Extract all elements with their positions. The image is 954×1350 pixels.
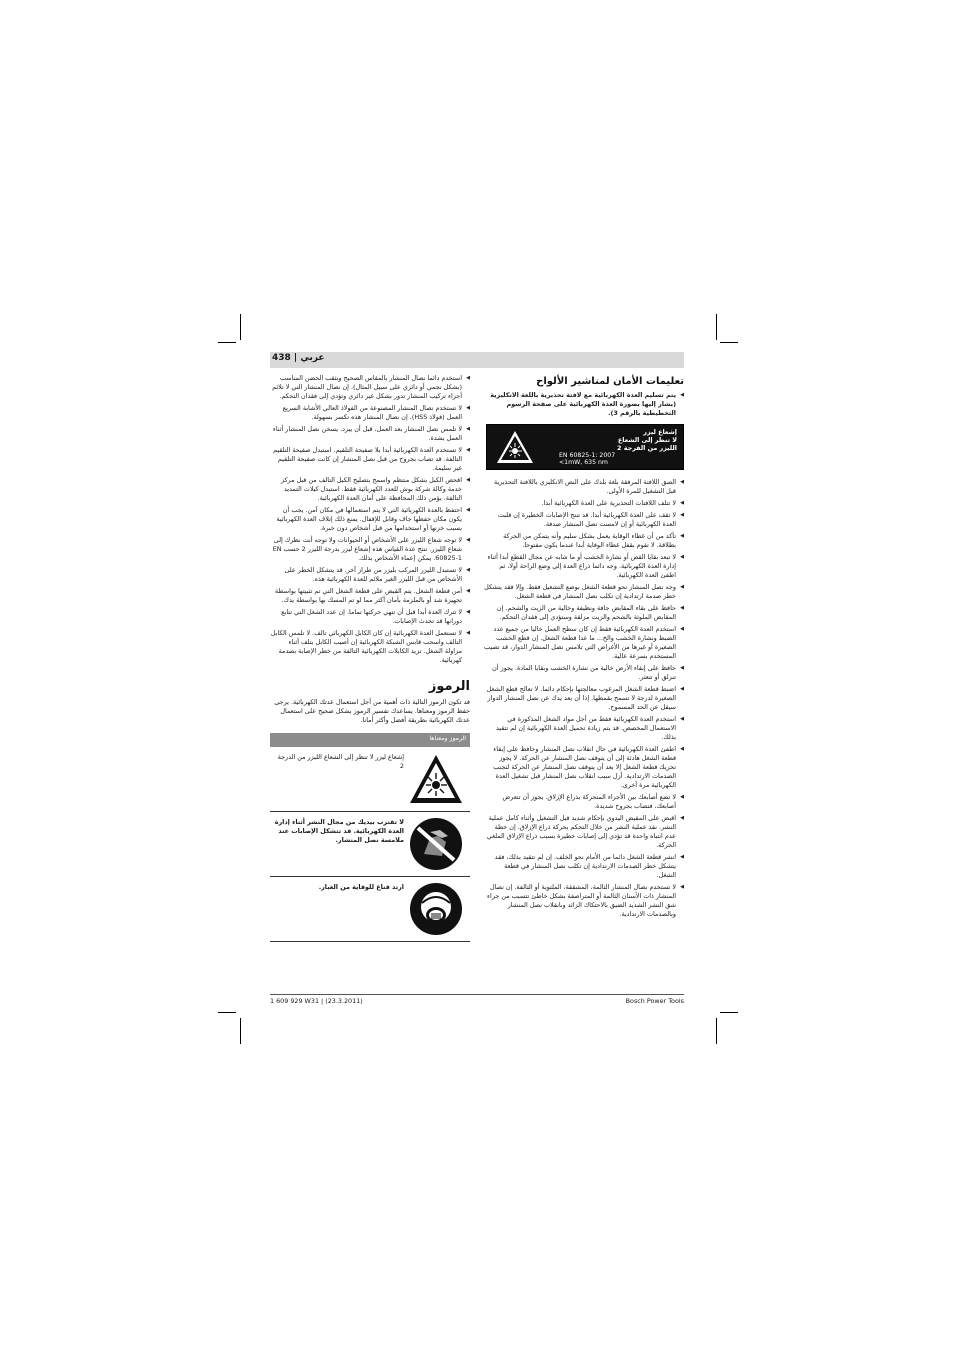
brand-footer: Bosch Power Tools [625, 997, 684, 1005]
list-item: ◀ حافظ على إبقاء الأرض خالية من نشارة الخشب وبقايا المادة. يجوز أن تنزلق أو تتعثر. [484, 664, 684, 682]
list-item: ◀ وجه نصل المنشار نحو قطعة الشغل بوضع التشغيل فقط. وإلا فقد يتشكل خطر صدمة ارتدادية إن تكلب نصل المنشار في قطعة الشغل. [484, 583, 684, 601]
laser-warning-text: إشعاع ليزر لا تنظر إلى الشعاع الليزر من الفرجة 2 [617, 428, 677, 452]
page-label: عربي | 438 [272, 353, 325, 363]
list-item: ◀ الصق اللافتة المرفقة بلغة بلدك على النص الانكليزي باللافتة التحذيرية قبل التشغيل للمرة الأولى. [484, 478, 684, 496]
table-row [270, 877, 470, 942]
list-item: ◀ اقبض على المقبض اليدوي بإحكام شديد قبل التشغيل وأثناء كامل عملية النشر. نفذ عملية النشر من خلال التحكم بحركة ذراع الإزلاق. إن خطة عدم انتباه واحدة قد تؤدي إلى إصابات خطيرة بسبب ذراع الإزلاق الملغي الحركة. [484, 814, 684, 850]
crop-mark [716, 314, 717, 340]
list-item: ◀ تأكد من أن غطاء الوقاية يعمل بشكل سليم وأنه يتمكن من الحركة بطلاقة. لا تقوم بقفل غطاء الوقاية أبدا عندما يكون مفتوحا. [484, 532, 684, 550]
crop-mark [716, 1018, 717, 1044]
section-title: تعليمات الأمان لمناشير الألواح [536, 376, 684, 387]
list-item: ◀ يتم تسليم العدة الكهربائية مع لافتة تحذيرية باللغة الانكليزية (يشار إليها بصورة العدة الكهربائية على صفحة الرسوم التخطيطية بالرقم 3). [484, 391, 684, 418]
list-item: ◀ لا تبعد بقايا القص أو نشارة الخشب أو ما شابه عن مجال القطع أبدا أثناء إدارة العدة الكهربائية. وجه دائما ذراع العدة إلى وضع الراحة أولا، ثم اطفئ العدة الكهربائية. [484, 553, 684, 580]
laser-standard-text: EN 60825-1: 2007 <1mW, 635 nm [559, 452, 616, 466]
symbols-table [270, 733, 470, 942]
page-header-bar [270, 352, 684, 368]
laser-warning-icon [408, 751, 464, 807]
crop-mark [240, 314, 241, 340]
list-item: ◀ لا توجه شعاع الليزر على الأشخاص أو الحيوانات ولا توجه أنت نظرك إلى شعاع الليزر. تنتج عدة القياس هذه إشعاع ليزر بدرجة الليزر 2 حسب EN 60825-1. يمكن إعماء الأشخاص بذلك. [270, 536, 470, 563]
symbols-intro: قد تكون الرموز التالية ذات أهمية من أجل استعمال عدتك الكهربائية. يرجى حفظ الرموز ومعناها. يساعدك تفسير الرموز بشكل صحيح على استعمال عدتك الكهربائية بطريقة أفضل وأكثر أمانا. [274, 698, 470, 724]
list-item: ◀ احتفظ بالعدة الكهربائية التي لا يتم استعمالها في مكان آمن. يجب أن يكون مكان حفظها جاف وقابل للإقفال. يمنع ذلك إتلاف العدة الكهربائية بسبب خزنها أو استخدامها من قبل أشخاص دون خبرة. [270, 506, 470, 533]
list-item: ◀ استخدم العدة الكهربائية فقط من أجل مواد الشغل المذكورة في الاستعمال المخصص. قد يتم زيادة تحميل العدة الكهربائية إن لم تتقيد بذلك. [484, 715, 684, 742]
list-item: ◀ اطفئ العدة الكهربائية في حال انقلاب نصل المنشار وحافظ على إبقاء قطعة الشغل هادئة إلى أن يتوقف نصل المنشار عن الحركة. لا يجوز تحريك قطعة الشغل إلا بعد أن يتوقف نصل المنشار عن الحركة لتجنب الصدمات الارتدادية. أزل سبب انقلاب نصل المنشار قبل تشغيل العدة الكهربائية مرة أخرى. [484, 745, 684, 790]
list-item: ◀ لا تضع أصابعك بين الأجزاء المتحركة بذراع الإزلاق. يجوز أن تتعرض أصابعك، فتصاب بجروح شديدة. [484, 793, 684, 811]
symbols-title: الرموز [428, 679, 470, 694]
crop-mark [720, 342, 738, 343]
crop-mark [218, 1012, 236, 1013]
list-item: ◀ حافظ على بقاء المقابض جافة ونظيفة وخالية من الزيت والشحم. إن المقابض الملوثة بالشحم والزيت مزلقة وستؤدي إلى فقدان التحكم. [484, 604, 684, 622]
crop-mark [218, 342, 236, 343]
list-item: ◀ اضبط قطعة الشغل المرغوب معالجتها بإحكام دائما. لا تعالج قطع الشغل الصغيرة لدرجة لا تسمح بقمطها. إذا أن بعد يدك عن نصل المنشار الدوار سيقل عن الحد المسموح. [484, 685, 684, 712]
list-item: ◀ لا تتلف اللافتات التحذيرية على العدة الكهربائية أبدا. [484, 499, 684, 508]
list-item: ◀ لا تستخدم نصال المنشار المصنوعة من الفولاذ العالي الأشابة السريع العمل (فولاذ HSS). إن نصال المنشار هذه تكسر بسهولة. [270, 404, 470, 422]
list-item: ◀ افحص الكبل بشكل منتظم واسمح بتصليح الكبل التالف من قبل مركز خدمة وكالة شركة بوش للعدد الكهربائية فقط. استبدل كبلات التمديد التالفة. يؤمن ذلك المحافظة على أمان العدة الكهربائية. [270, 476, 470, 503]
crop-mark [240, 1018, 241, 1044]
table-row [270, 812, 470, 877]
crop-mark [720, 1012, 738, 1013]
list-item: ◀ لا تقف على العدة الكهربائية أبدا. قد تنتج الإصابات الخطيرة إن قلبت العدة الكهربائية أو إن لامست نصل المنشار صدفة. [484, 511, 684, 529]
symbol-description: لا تقترب بيديك من مجال النشر أثناء إدارة العدة الكهربائية. قد تتشكل الإصابات عند ملامسة نصل المنشار. [274, 818, 404, 844]
doc-code: 1 609 929 W31 | (23.3.2011) [270, 997, 363, 1005]
symbol-description: إشعاع ليزر لا تنظر إلى الشعاع الليزر من الدرجة 2 [277, 753, 404, 770]
laser-warning-icon [495, 429, 535, 465]
list-item: ◀ لا تلمس نصل المنشار بعد العمل، قبل أن يبرد. يسخن نصل المنشار أثناء العمل بشدة. [270, 425, 470, 443]
list-item: ◀ لا تترك العدة أبدا قبل أن تتهي حركتها تماما. إن عدد الشغل التي تتابع دورانها قد تحدث الإصابات. [270, 608, 470, 626]
list-item: ◀ لا تستعمل العدة الكهربائية إن كان الكابل الكهربائي تالف. لا تلمس الكابل التالف واسحب قابس الشبكة الكهربائية إن أصيب الكابل بتلف أثناء مزاولة الشغل. تزيد الكابلات الكهربائية التالفة من خطر الإصابة بصدمة كهربائية. [270, 629, 470, 665]
footer-rule [270, 994, 684, 995]
left-column [270, 374, 470, 942]
symbols-table-header: الرموز ومعناها [270, 733, 470, 747]
list-item: ◀ انشر قطعة الشغل دائما من الأمام نحو الخلف. إن لم تتقيد بذلك، فقد يتشكل خطر الصدمات الارتدادية إن تكلب نصل المنشار في قطعة الشغل. [484, 853, 684, 880]
right-column [484, 374, 684, 922]
laser-warning-label [486, 424, 684, 470]
list-item: ◀ أمن قطعة الشغل. يتم القبض على قطعة الشغل التي تم تثبيتها بواسطة تجهيزة شد أو بالملزمة بأمان أكثر مما لو تم المسك بها بواسطة يدك. [270, 587, 470, 605]
list-item: ◀ لا تستخدم نصال المنشار الثالمة، المشققة، الملتوية أو التالفة. إن نصال المنشار ذات الأسنان الثالمة أو المتراصفة بشكل خاطئ تتسبب من جراء شق النشر الشديد الضيق بالاحتكاك الزائد وبانقلاب نصل المنشار وبالصدمات الارتدادية. [484, 883, 684, 919]
list-item: ◀ استخدم العدة الكهربائية فقط إن كان سطح العمل خاليا من جميع عدد الضبط ونشارة الخشب والخ... ما عدا قطعة الشغل. إن قطع الخشب الصغيرة أو غيرها من الأغراض التي تلامس نصل المنشار الدوار، قد تصيب المستخدم بسرعة عالية. [484, 625, 684, 661]
list-item: ◀ استخدم دائما نصال المنشار بالمقاس الصحيح وبثقب الحضن المناسب (بشكل نجمي أو دائري على سبيل المثال). إن نصال المنشار التي لا تلائم أجزاء تركيب المنشار تدور بشكل غير دائري وتؤدي إلى فقدان التحكم. [270, 374, 470, 401]
table-row [270, 747, 470, 812]
symbol-description: ارتد قناع للوقاية من الغبار. [318, 883, 404, 891]
list-item: ◀ لا تستبدل الليزر المركب بليزر من طراز آخر. قد يتشكل الخطر على الأشخاص من قبل الليزر الغير ملائم للعدة الكهربائية هذه. [270, 566, 470, 584]
no-hands-icon [408, 816, 464, 872]
list-item: ◀ لا تستخدم العدة الكهربائية أبدا بلا صفيحة التلقيم. استبدل صفيحة التلقيم التالفة. قد تصاب بجروح من قبل نصل المنشار إن كانت صفيحة التلقيم غير سليمة. [270, 446, 470, 473]
dust-mask-icon [408, 881, 464, 937]
